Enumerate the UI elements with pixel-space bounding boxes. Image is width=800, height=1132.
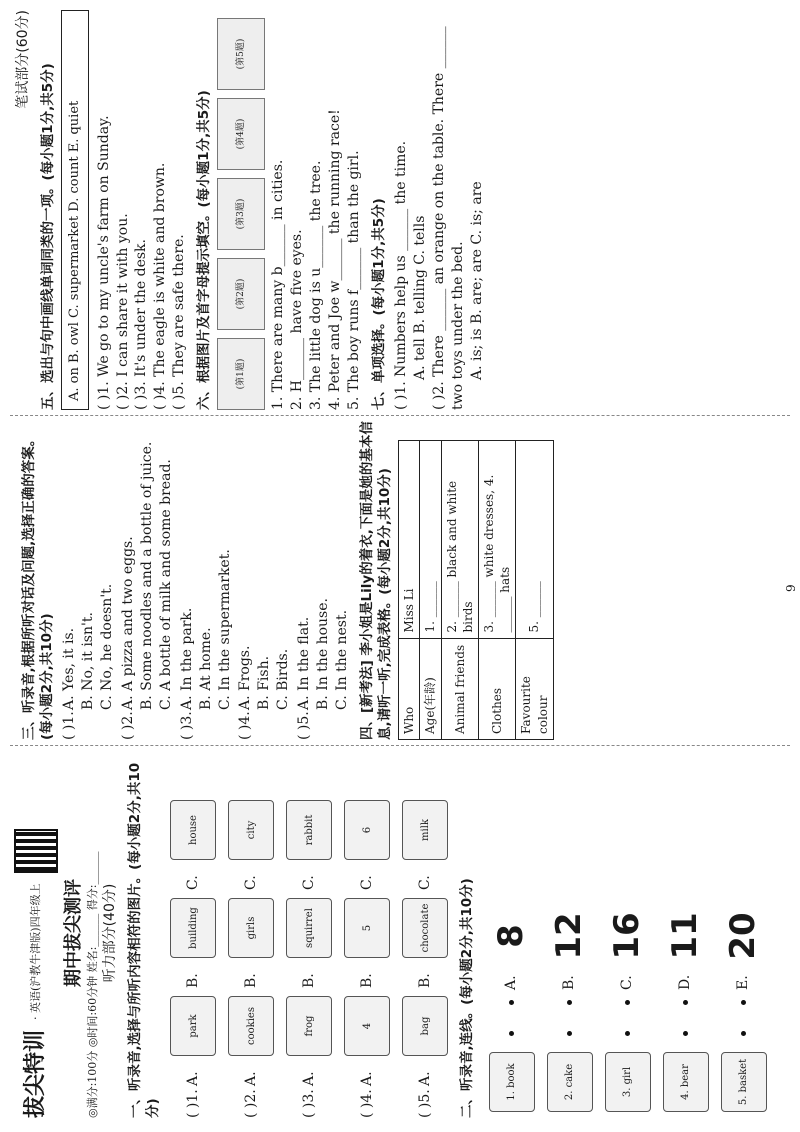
table-cell: 5. ______ [516, 441, 553, 639]
option: C. In the supermarket. [216, 549, 233, 710]
match-number: 20 [722, 912, 763, 960]
sec5-item: ( )3. It's under the desk. [133, 239, 150, 410]
sec6-item: 4. Peter and Joe w______ the running race! [327, 109, 343, 410]
dot-icon [509, 1000, 514, 1005]
dot-icon [741, 1000, 746, 1005]
dot-icon [683, 1000, 688, 1005]
option: B. Some noodles and a bottle of juice. [139, 441, 155, 710]
option-letter: C. [417, 875, 434, 890]
match-number-item [485, 906, 539, 1013]
item-number: ( )1. [61, 711, 78, 740]
scene-picture: (第5题) [217, 18, 265, 90]
option: C. No, he doesn't. [99, 583, 116, 710]
section-6-title: 六、根据图片及首字母提示填空。(每小题1分,共5分) [196, 90, 213, 410]
sec5-item: ( )2. I can share it with you. [114, 213, 131, 410]
sec3-question [178, 420, 197, 740]
match-number: 11 [664, 912, 705, 960]
section-1-title: 一、听录音,选择与所听内容相符的图片。(每小题2分,共10分) [127, 762, 162, 1118]
match-number: 12 [548, 912, 589, 960]
option-letter: C. [359, 875, 376, 890]
dot-icon [567, 1031, 572, 1036]
sec7-options: A. is; is B. are; are C. is; are [468, 181, 485, 380]
picture-milk: milk [402, 800, 448, 860]
scene-picture: (第4题) [217, 98, 265, 170]
picture-cookies: cookies [228, 996, 274, 1056]
sec1-item [398, 748, 452, 1118]
sec3-item [178, 420, 235, 740]
table-cell: Who [399, 638, 420, 739]
sec5-item: ( )5. They are safe there. [171, 234, 188, 410]
sec5-item: ( )4. The eagle is white and brown. [152, 162, 169, 410]
option: C. A bottle of milk and some bread. [157, 459, 174, 710]
match-number-item [543, 906, 597, 1013]
option-letter: A. [243, 1071, 260, 1086]
exam-meta: ◎满分:100分 ◎时间:60分钟 姓名:______ 得分:______ [86, 851, 100, 1118]
match-numbers [481, 906, 775, 1013]
picture-4: 4 [344, 996, 390, 1056]
header [14, 748, 58, 1118]
sec3-question [60, 420, 79, 740]
item-number: ( )3. [301, 1089, 318, 1118]
picture-icon: 2. cake [547, 1052, 593, 1112]
scene-picture: (第2题) [217, 258, 265, 330]
option-letter: B. [243, 973, 260, 988]
option: A. Yes, it is. [61, 627, 78, 710]
picture-building: building [170, 898, 216, 958]
sec6-item: 1. There are many b______ in cities. [270, 159, 287, 410]
sec3-item [236, 420, 293, 740]
series-label: · 英语(沪教牛津版)四年级上 [28, 883, 42, 1020]
picture-icon: 1. book [489, 1052, 535, 1112]
qr-code-icon [14, 829, 58, 873]
divider-1 [10, 745, 790, 746]
picture-girls: girls [228, 898, 274, 958]
dot-icon [625, 1031, 630, 1036]
option-letter: B. [301, 973, 318, 988]
match-number: 8 [490, 924, 531, 948]
picture-rabbit: rabbit [286, 800, 332, 860]
match-picture-item [601, 1023, 655, 1118]
section-2-title: 二、听录音,连线。(每小题2分,共10分) [459, 878, 476, 1118]
sec1-item [166, 748, 220, 1118]
match-number-item [659, 906, 713, 1013]
option: B. Fish. [256, 655, 273, 710]
table-cell: Miss Li [399, 441, 420, 639]
picture-icon: 3. girl [605, 1052, 651, 1112]
section-4-title: 四、[新考法] 李小姐是Lily的着衣,下面是她的基本信息,请听一听,完成表格。(每小题2分,共10分) [358, 421, 394, 740]
option: A. A pizza and two eggs. [120, 536, 137, 710]
section-5-title: 五、选出与句中画线单词同类的一项。(每小题1分,共5分) [39, 63, 56, 410]
table-cell: Favourite colour [516, 638, 553, 739]
scene-picture: (第1题) [217, 338, 265, 410]
table-row [478, 441, 515, 740]
option-letter: B. [417, 973, 434, 988]
match-picture-item [543, 1023, 597, 1118]
sec3-item [60, 420, 117, 740]
written-part-title: 笔试部分(60分) [15, 10, 31, 109]
option-letter: C. [301, 875, 318, 890]
option-letter: A. [185, 1071, 202, 1086]
option-letter: C. [185, 875, 202, 890]
table-cell: 1. ______ [420, 441, 441, 639]
match-letter: B. [561, 975, 578, 990]
option: C. In the nest. [333, 609, 350, 710]
picture-6: 6 [344, 800, 390, 860]
option: B. In the house. [315, 598, 332, 710]
match-letter: E. [735, 975, 752, 990]
picture-5: 5 [344, 898, 390, 958]
sec1-item [224, 748, 278, 1118]
item-number: ( )4. [359, 1089, 376, 1118]
section-7-title: 七、单项选择。(每小题1分,共5分) [370, 198, 387, 410]
dot-icon [509, 1031, 514, 1036]
option-letter: B. [185, 973, 202, 988]
table-row [516, 441, 553, 740]
sec3-question [295, 420, 314, 740]
item-number: ( )3. [178, 711, 195, 740]
table-cell: 3. ______ white dresses, 4. ______ hats [478, 441, 515, 639]
item-number: ( )2. [243, 1089, 260, 1118]
match-pictures [481, 1023, 775, 1118]
item-number: ( )2. [120, 711, 137, 740]
dot-icon [567, 1000, 572, 1005]
sec6-item: 5. The boy runs f______ than the girl. [345, 150, 362, 410]
column-middle [14, 420, 786, 740]
picture-squirrel: squirrel [286, 898, 332, 958]
column-listening [14, 748, 786, 1118]
sec3-item [119, 420, 176, 740]
brand-title: 拔尖特训 [23, 1029, 49, 1118]
sec6-item: 2. H______ have five eyes. [289, 229, 306, 410]
match-picture-item [659, 1023, 713, 1118]
sec1-item [282, 748, 336, 1118]
sec3-item [295, 420, 352, 740]
match-letter: A. [503, 975, 520, 990]
info-table [398, 440, 554, 740]
table-cell: Age(年龄) [420, 638, 441, 739]
match-letter: C. [619, 975, 636, 990]
match-picture-item [717, 1023, 771, 1118]
match-number-item [601, 906, 655, 1013]
option-letter: A. [417, 1071, 434, 1086]
picture-chocolate: chocolate [402, 898, 448, 958]
table-cell: Clothes [478, 638, 515, 739]
sec6-item: 3. The little dog is u______ the tree. [308, 160, 325, 410]
option: B. No, it isn't. [80, 612, 97, 710]
option-letter: A. [301, 1071, 318, 1086]
picture-park: park [170, 996, 216, 1056]
page-number: 9 [784, 584, 798, 592]
option: B. At home. [197, 627, 214, 710]
dot-icon [741, 1031, 746, 1036]
section-3-title: 三、听录音,根据所听对话及问题,选择正确的答案。(每小题2分,共10分) [21, 432, 56, 740]
picture-icon: 4. bear [663, 1052, 709, 1112]
section-5-options: A. on B. owl C. supermarket D. count E. quiet [61, 10, 89, 410]
picture-icon: 5. basket [721, 1052, 767, 1112]
table-cell: Animal friends [441, 638, 478, 739]
picture-frog: frog [286, 996, 332, 1056]
table-row [420, 441, 441, 740]
sec3-question [119, 420, 138, 740]
scene-picture: (第3题) [217, 178, 265, 250]
match-letter: D. [677, 974, 694, 990]
column-written [14, 10, 786, 410]
item-number: ( )4. [237, 711, 254, 740]
exam-title: 期中拔尖测评 [63, 879, 84, 987]
option-letter: C. [243, 875, 260, 890]
option: A. In the park. [178, 607, 195, 710]
sec7-question: ( )1. Numbers help us ______ the time. [393, 140, 409, 410]
picture-bag: bag [402, 996, 448, 1056]
picture-house: house [170, 800, 216, 860]
table-cell: 2. ______ black and white birds [441, 441, 478, 639]
sec7-options: A. tell B. telling C. tells [411, 215, 428, 380]
listening-part-title: 听力部分(40分) [102, 883, 119, 983]
option-letter: A. [359, 1071, 376, 1086]
match-picture-item [485, 1023, 539, 1118]
table-row [441, 441, 478, 740]
sec3-question [236, 420, 255, 740]
option: C. Birds. [275, 648, 292, 710]
match-number: 16 [606, 912, 647, 960]
item-number: ( )1. [185, 1089, 202, 1118]
option: A. Frogs. [237, 645, 254, 710]
divider-2 [10, 415, 790, 416]
sec1-item [340, 748, 394, 1118]
dot-icon [683, 1031, 688, 1036]
item-number: ( )5. [296, 711, 313, 740]
option: A. In the flat. [296, 616, 313, 710]
table-row [399, 441, 420, 740]
dot-icon [625, 1000, 630, 1005]
sec5-item: ( )1. We go to my uncle's farm on Sunday. [95, 115, 112, 410]
match-number-item [717, 906, 771, 1013]
picture-city: city [228, 800, 274, 860]
item-number: ( )5. [417, 1089, 434, 1118]
option-letter: B. [359, 973, 376, 988]
sec7-question: ( )2. There ______ an orange on the table. There ______ two toys under the bed. [430, 26, 466, 410]
